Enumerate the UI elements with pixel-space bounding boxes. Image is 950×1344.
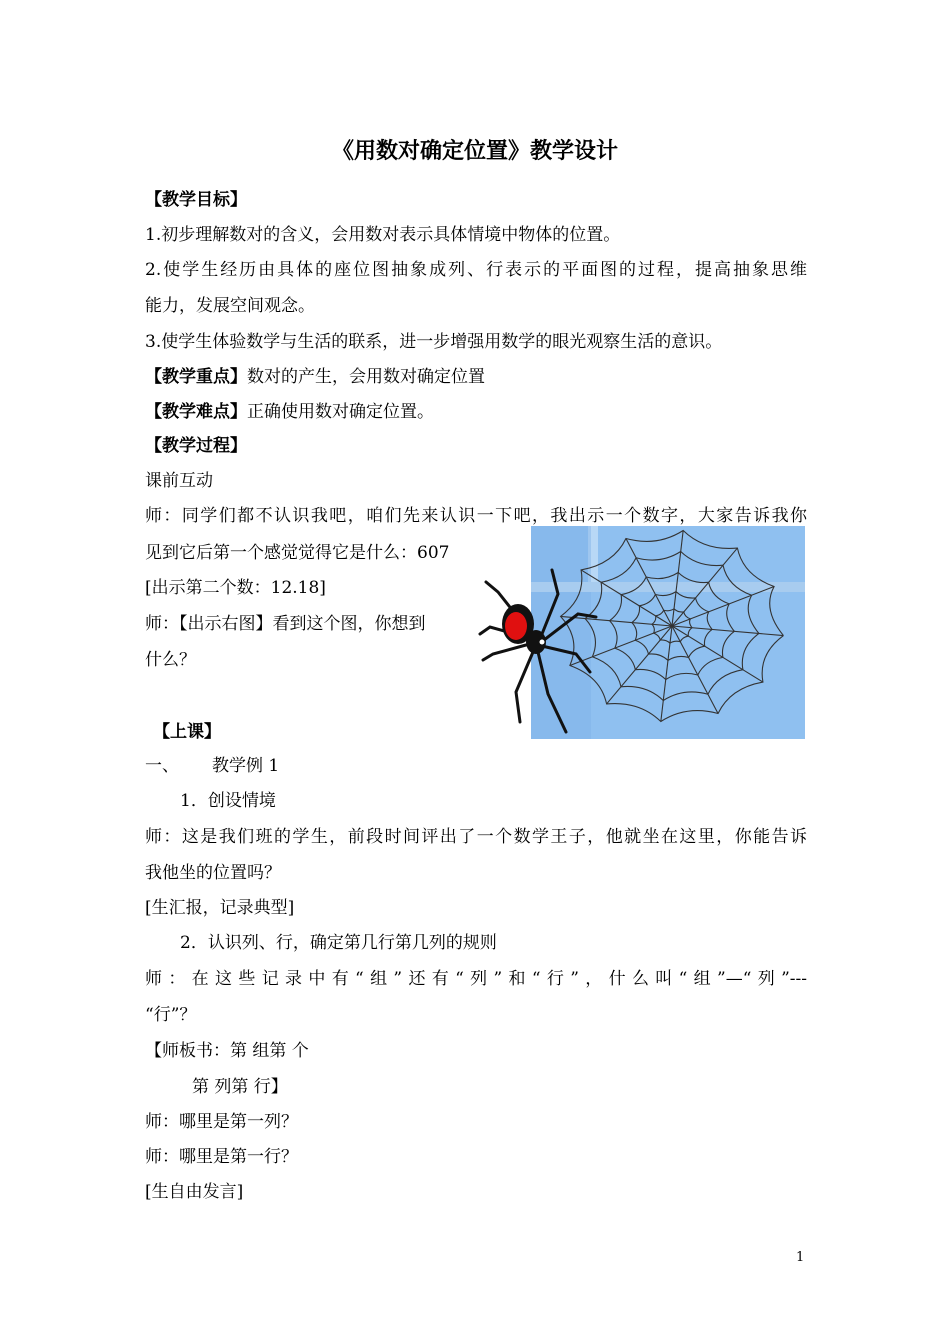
- board-writing-1: 【师板书：第 组第 个: [145, 1041, 309, 1061]
- goal-item-2-cont: 能力，发展空间观念。: [145, 296, 315, 316]
- spider-web-figure: [478, 522, 808, 744]
- step-2: 2．认识列、行，确定第几行第几列的规则: [180, 933, 497, 953]
- difficulty-heading: 【教学难点】: [145, 402, 247, 422]
- question-first-column: 师：哪里是第一列？: [145, 1112, 298, 1132]
- rule-line-1-cont: “行”？: [145, 1005, 197, 1025]
- rule-line-1: 师：在这些记录中有“组”还有“列”和“行”，什么叫“组”—“列”---: [145, 969, 807, 989]
- goal-item-3: 3.使学生体验数学与生活的联系，进一步增强用数学的眼光观察生活的意识。: [145, 332, 723, 352]
- document-title: 《用数对确定位置》教学设计: [331, 139, 618, 164]
- warmup-label: 课前互动: [145, 471, 213, 491]
- focus-text: 数对的产生，会用数对确定位置: [247, 367, 485, 387]
- teacher-line-2-cont: 什么？: [145, 650, 196, 670]
- teacher-line-1: 师：同学们都不认识我吧，咱们先来认识一下吧，我出示一个数字，大家告诉我你: [145, 506, 807, 526]
- teacher-line-1-cont: 见到它后第一个感觉觉得它是什么：607: [145, 543, 450, 563]
- focus-line: [145, 365, 485, 389]
- board-writing-2: 第 列第 行】: [192, 1077, 288, 1097]
- students-speak: [生自由发言]: [145, 1182, 244, 1202]
- difficulty-text: 正确使用数对确定位置。: [247, 402, 434, 422]
- step-1: 1．创设情境: [180, 791, 276, 811]
- student-report: [生汇报，记录典型]: [145, 898, 295, 918]
- focus-heading: 【教学重点】: [145, 367, 247, 387]
- goal-item-2: 2.使学生经历由具体的座位图抽象成列、行表示的平面图的过程，提高抽象思维: [145, 260, 807, 280]
- show-second-number: [出示第二个数：12.18]: [145, 578, 326, 598]
- situation-line-1-cont: 我他坐的位置吗？: [145, 863, 281, 883]
- situation-line-1: 师：这是我们班的学生，前段时间评出了一个数学王子，他就坐在这里，你能告诉: [145, 827, 807, 847]
- goal-item-1: 1.初步理解数对的含义，会用数对表示具体情境中物体的位置。: [145, 225, 621, 245]
- section-1-number: 一、: [145, 756, 179, 776]
- page-number: 1: [796, 1250, 805, 1265]
- process-heading: 【教学过程】: [145, 436, 247, 456]
- lesson-heading: 【上课】: [153, 722, 221, 742]
- teacher-line-2: 师：【出示右图】看到这个图，你想到: [145, 614, 426, 634]
- spider-web-icon: [478, 522, 808, 744]
- question-first-row: 师：哪里是第一行？: [145, 1147, 298, 1167]
- section-1-title: 教学例 1: [212, 756, 280, 776]
- difficulty-line: [145, 400, 434, 424]
- goals-heading: 【教学目标】: [145, 190, 247, 210]
